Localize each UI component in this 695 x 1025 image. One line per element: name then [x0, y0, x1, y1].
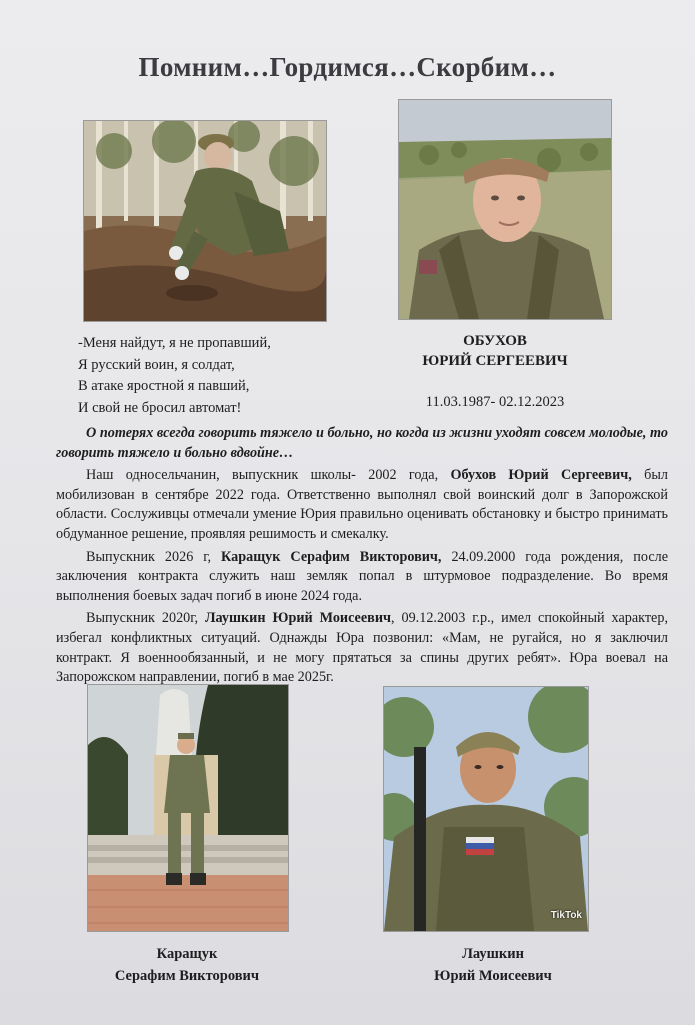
paragraph-text: был мобилизован в сентябре 2022 года. Ответственно выполнял свой воинский долг в Запорожской области. Сослуживцы отмечали умение Юрия правильно оценивать обстановку и быстро принимать обдуманное решение, проявляя решимость и смекалку. [56, 467, 668, 542]
hero1-dates: 11.03.1987- 02.12.2023 [425, 394, 565, 410]
caption-laushkin [383, 943, 603, 987]
caption-given-name: Серафим Викторович [114, 968, 260, 984]
soldier-at-memorial-photo [87, 684, 289, 932]
hero-name-bold: Лаушкин Юрий Моисеевич [204, 610, 391, 627]
caption-karashchuk [87, 943, 287, 987]
poem-line: В атаке яростной я павший, [78, 378, 250, 394]
paragraph-text: Выпускник 2020г, [86, 610, 205, 627]
lead-paragraph: О потерях всегда говорить тяжело и больно, но когда из жизни уходят совсем молодые, то говорить тяжело и больно вдвойне… [56, 425, 668, 461]
hero-name-bold: Каращук Серафим Викторович, [221, 548, 442, 565]
hero1-name [395, 331, 595, 371]
page-title: Помним…Гордимся…Скорбим… [138, 52, 557, 82]
paragraph-obukhov [56, 466, 668, 544]
hero1-given-name: ЮРИЙ СЕРГЕЕВИЧ [422, 353, 568, 369]
soldier-portrait-photo [398, 99, 612, 320]
paragraph-text: Наш односельчанин, выпускник школы- 2002 года, [86, 467, 451, 484]
caption-surname: Лаушкин [462, 946, 524, 962]
memorial-text [56, 424, 668, 691]
paragraph-text: 24.09.2000 года рождения, после заключения контракта служить наш земляк попал в штурмовое подразделение. Во время выполнения боевых задач погиб в июне 2024 года. [56, 548, 669, 604]
poem-line: Я русский воин, я солдат, [78, 356, 235, 373]
poem-line: -Меня найдут, я не пропавший, [78, 335, 271, 351]
caption-surname: Каращук [156, 946, 218, 962]
tiktok-watermark: TikTok [550, 910, 582, 921]
soldier-in-gear-photo [383, 686, 589, 932]
hero1-surname: ОБУХОВ [463, 333, 527, 349]
soldier-digging-photo [83, 120, 327, 322]
paragraph-laushkin [56, 609, 668, 687]
paragraph-text: Выпускник 2026 г, [86, 548, 222, 565]
poem-line: И свой не бросил автомат! [78, 399, 242, 416]
paragraph-karashchuk [56, 548, 668, 607]
hero-name-bold: Обухов Юрий Сергеевич, [450, 467, 632, 484]
paragraph-text: , 09.12.2003 г.р., имел спокойный характер, избегал конфликтных ситуаций. Однажды Юра позвонил: «Мам, не ругайся, но я заключил контракт. Я военнообязанный, и не могу прятаться за спины других ребят». Юра воевал на Запорожском направлении, погиб в мае 2025г. [56, 610, 668, 686]
caption-given-name: Юрий Моисеевич [434, 968, 552, 984]
poem [78, 333, 271, 419]
